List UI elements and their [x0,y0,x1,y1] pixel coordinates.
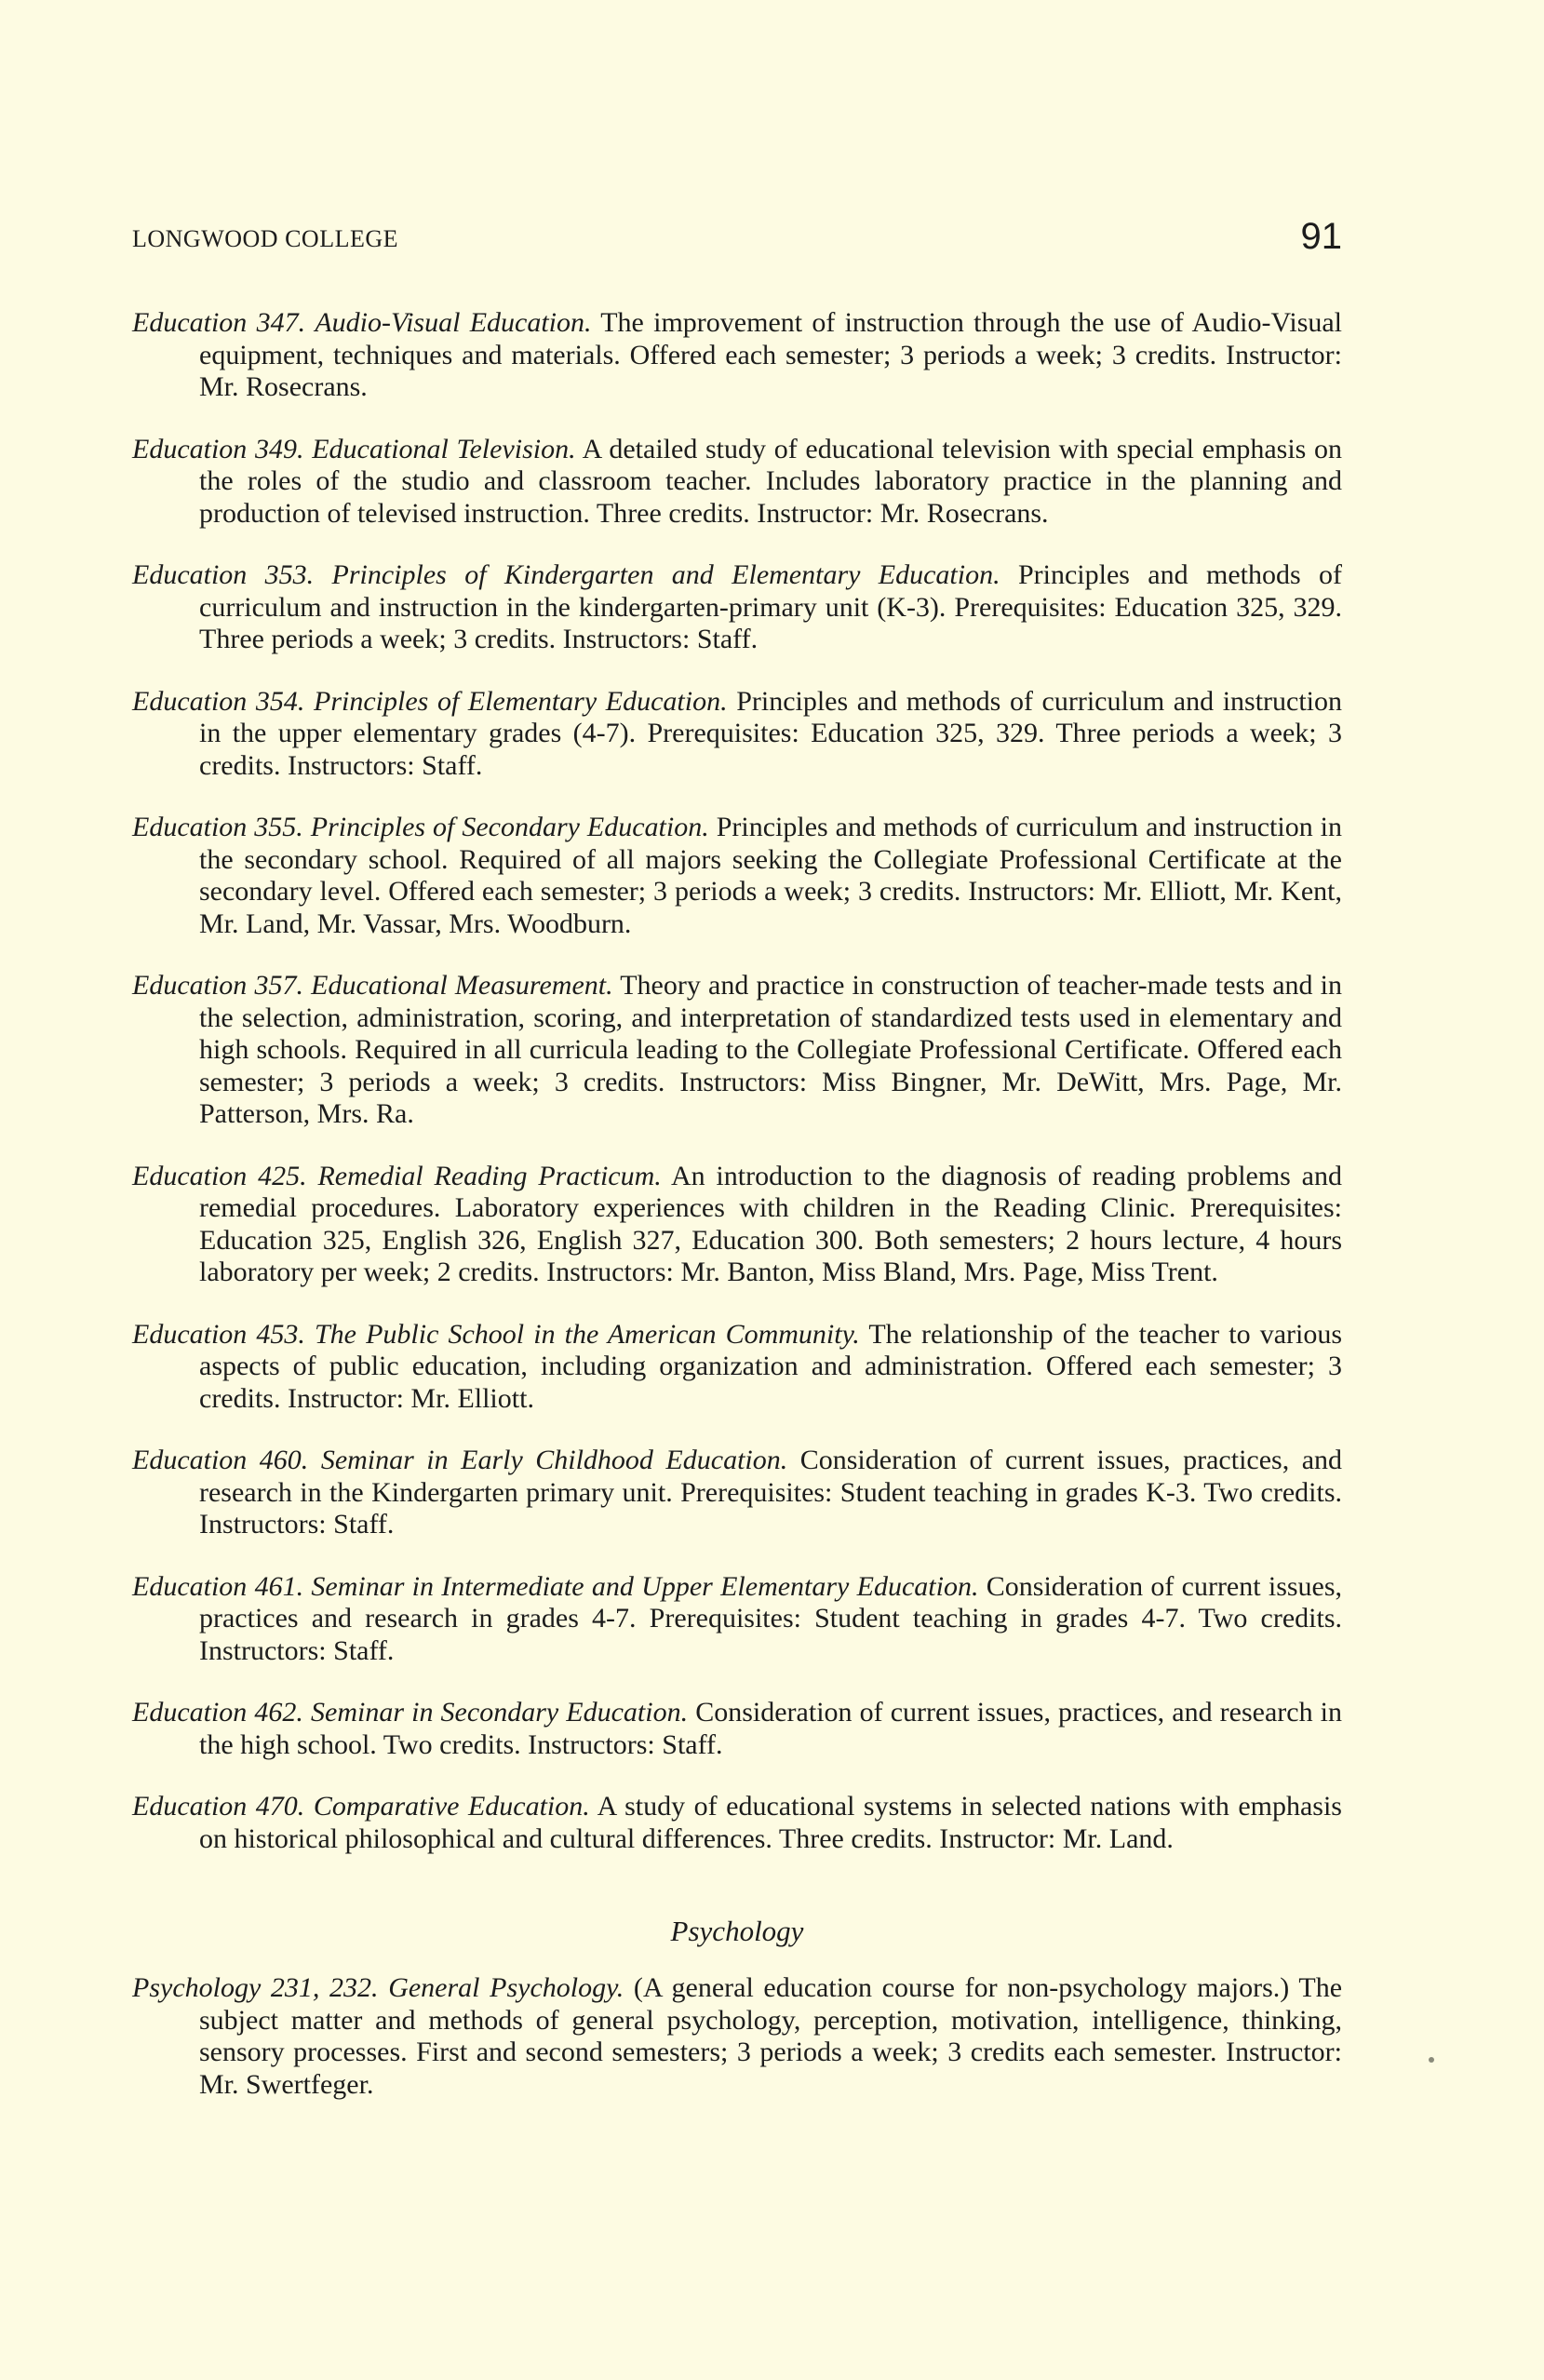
course-title: Principles of Kindergarten and Elementary Education. [331,559,1000,590]
page-number: 91 [1300,216,1342,257]
stray-ink-mark [1429,2057,1434,2063]
course-description: Theory and practice in construction of teacher-made tests and in the selection, administration, scoring, and interpretation of standardized tests used in elementary and high schools. Required in all curricula leading to the Collegiate Professional Certificate. Offered each semester; 3 periods a week; 3 credits. Instructors: Miss Bingner, Mr. DeWitt, Mrs. Page, Mr. Patterson, Mrs. Ra. [199,970,1343,1129]
course-title: Educational Measurement. [311,970,613,1001]
course-entry [132,1445,1342,1541]
course-description: Consideration of current issues, practices, and research in the Kindergarten primary unit. Prerequisites: Student teaching in grades K-3. Two credits. Instructors: Staff. [199,1445,1343,1540]
course-description: Principles and methods of curriculum and instruction in the secondary school. Required of all majors seeking the Collegiate Professional Certificate at the secondary level. Offered each semester; 3 periods a week; 3 credits. Instructors: Mr. Elliott, Mr. Kent, Mr. Land, Mr. Vassar, Mrs. Woodburn. [199,812,1343,939]
course-entry [132,812,1342,940]
course-title: General Psychology. [388,1972,624,2003]
course-description: Consideration of current issues, practices, and research in the high school. Two credits. Instructors: Staff. [199,1697,1343,1760]
course-entry [132,1972,1342,2101]
course-number: Psychology 231, 232. [132,1972,379,2003]
course-entry [132,1571,1342,1668]
course-description: Principles and methods of curriculum and instruction in the upper elementary grades (4-7). Prerequisites: Education 325, 329. Three periods a week; 3 credits. Instructors: Staff. [199,685,1343,781]
course-entry [132,434,1342,531]
course-number: Education 470. [132,1791,305,1822]
course-listing [132,307,1342,2131]
course-entry [132,559,1342,656]
course-entry [132,970,1342,1131]
running-head: LONGWOOD COLLEGE [132,225,399,252]
course-title: Seminar in Early Childhood Education. [320,1445,788,1475]
course-title: Principles of Elementary Education. [314,685,728,717]
course-title: Principles of Secondary Education. [310,812,709,842]
course-entry [132,686,1342,783]
course-number: Education 349. [132,433,304,464]
course-description: Consideration of current issues, practices and research in grades 4-7. Prerequisites: Student teaching in grades 4-7. Two credits. Instructors: Staff. [199,1570,1343,1666]
course-description: Principles and methods of curriculum and instruction in the kindergarten-primary unit (K-3). Prerequisites: Education 325, 329. Three periods a week; 3 credits. Instructors: Staff. [199,559,1342,654]
course-number: Education 461. [132,1570,304,1602]
course-description: The improvement of instruction through the use of Audio-Visual equipment, techniques and materials. Offered each semester; 3 periods a week; 3 credits. Instructor: Mr. Rosecrans. [199,307,1343,402]
course-title: Audio-Visual Education. [315,307,592,338]
course-number: Education 462. [132,1697,303,1728]
course-title: Seminar in Intermediate and Upper Elementary Education. [311,1570,979,1602]
page-header [132,216,1342,268]
course-number: Education 347. [132,307,306,338]
course-description: (A general education course for non-psychology majors.) The subject matter and methods of general psychology, perception, motivation, intelligence, thinking, sensory processes. First and second semesters; 3 periods a week; 3 credits each semester. Instructor: Mr. Swertfeger. [199,1972,1343,2100]
course-number: Education 357. [132,970,303,1001]
course-number: Education 453. [132,1318,305,1350]
course-entry [132,1791,1342,1855]
course-title: Seminar in Secondary Education. [311,1697,689,1728]
course-number: Education 355. [132,812,303,842]
course-number: Education 354. [132,685,305,717]
course-number: Education 425. [132,1160,307,1191]
course-title: Comparative Education. [313,1791,590,1822]
section-heading-psychology: Psychology [670,1915,804,1947]
course-title: Educational Television. [312,433,576,464]
course-description: A detailed study of educational television with special emphasis on the roles of the studio and classroom teacher. Includes laboratory practice in the planning and production of televised instruction. Three credits. Instructor: Mr. Rosecrans. [199,433,1343,529]
course-description: A study of educational systems in selected nations with emphasis on historical philosophical and cultural differences. Three credits. Instructor: Mr. Land. [199,1791,1342,1854]
course-entry [132,1319,1342,1416]
course-entry [132,1161,1342,1289]
course-number: Education 460. [132,1445,309,1475]
course-description: The relationship of the teacher to various aspects of public education, including organization and administration. Offered each semester; 3 credits. Instructor: Mr. Elliott. [199,1318,1343,1414]
course-number: Education 353. [132,559,315,590]
course-title: Remedial Reading Practicum. [317,1160,662,1191]
course-entry [132,307,1342,404]
course-description: An introduction to the diagnosis of reading problems and remedial procedures. Laboratory experiences with children in the Reading Clinic. Prerequisites: Education 325, English 326, English 327, Education 300. Both semesters; 2 hours lecture, 4 hours laboratory per week; 2 credits. Instructors: Mr. Banton, Miss Bland, Mrs. Page, Miss Trent. [199,1160,1342,1287]
course-title: The Public School in the American Community. [315,1318,860,1350]
course-entry [132,1697,1342,1761]
